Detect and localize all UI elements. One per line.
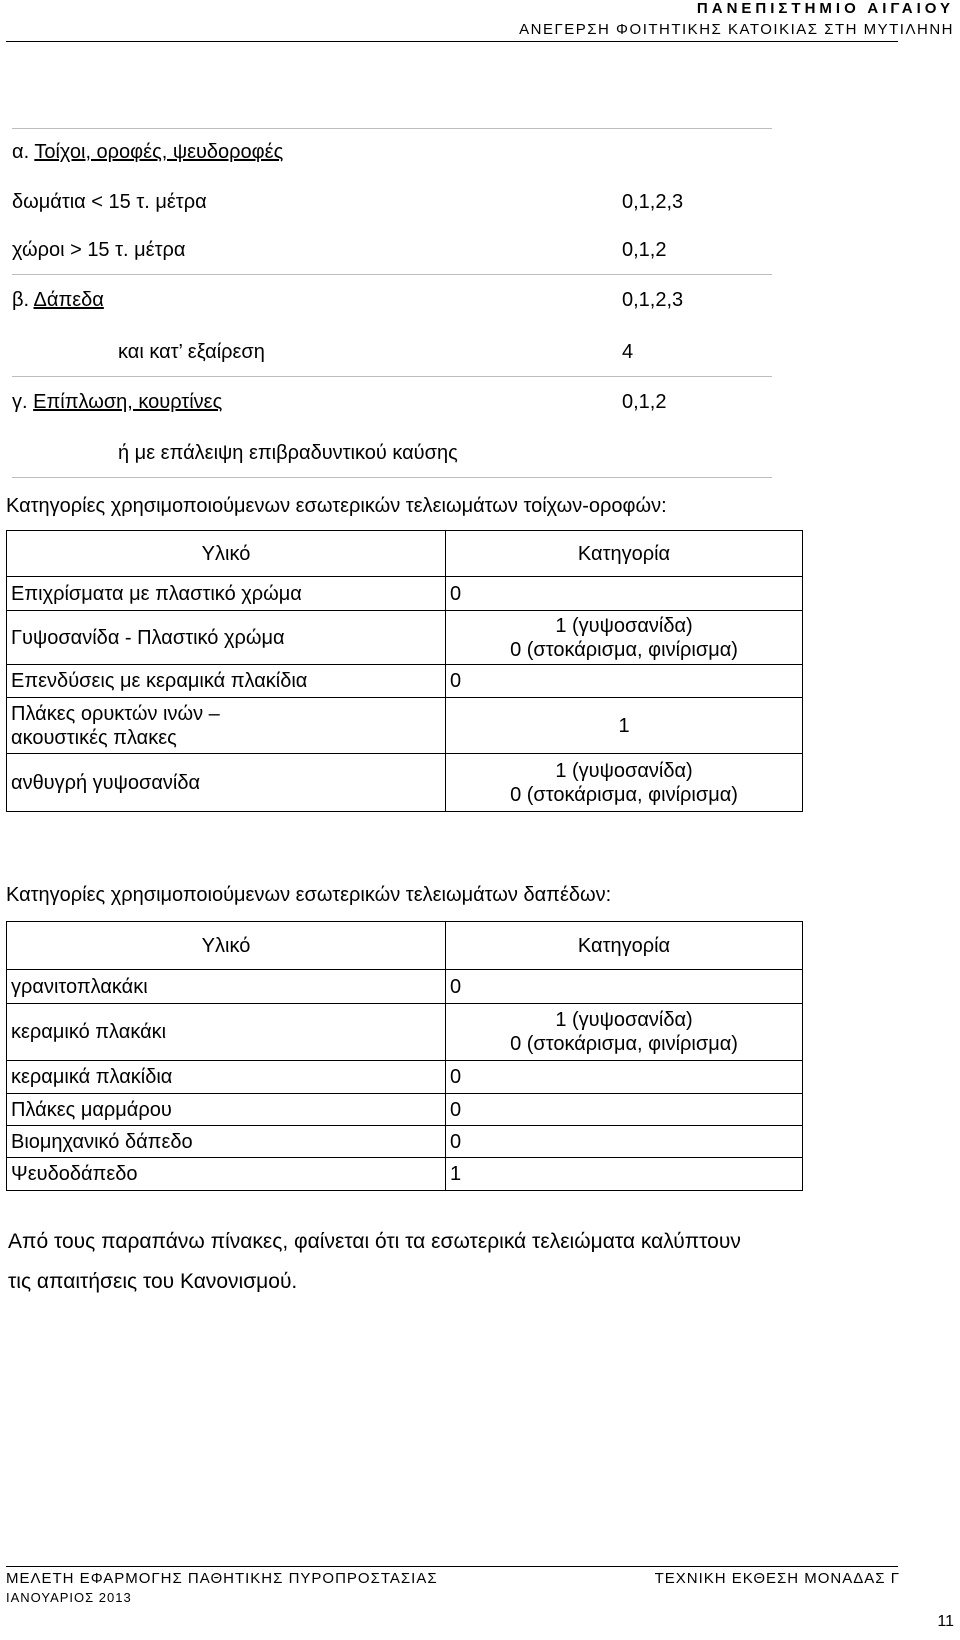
category-cell: 0: [446, 1126, 803, 1158]
material-cell: [7, 698, 446, 754]
table-row: [7, 611, 803, 665]
category-cell: 0: [446, 1061, 803, 1094]
column-header-category: Κατηγορία: [446, 922, 803, 970]
header-university: ΠΑΝΕΠΙΣΤΗΜΙΟ ΑΙΓΑΙΟΥ: [696, 0, 954, 17]
table-row: [7, 970, 803, 1004]
rooms-lt-value: 0,1,2,3: [622, 191, 684, 213]
table-row: [7, 665, 803, 698]
item-a-prefix: α.: [12, 141, 35, 163]
spaces-gt-value: 0,1,2: [622, 239, 667, 261]
table-row: [7, 1094, 803, 1126]
table-header-row: [7, 922, 803, 970]
material-cell: ανθυγρή γυψοσανίδα: [7, 754, 446, 812]
item-a: [12, 140, 283, 164]
exception-value: 4: [622, 341, 634, 363]
item-b-value: 0,1,2,3: [622, 289, 684, 311]
walls-category-table: [6, 530, 803, 812]
header-divider: [6, 41, 898, 42]
column-header-material: Υλικό: [7, 531, 446, 577]
table-header-row: [7, 531, 803, 577]
item-b: [12, 288, 104, 312]
floors-category-table: [6, 921, 803, 1191]
material-cell: Επενδύσεις με κεραμικά πλακίδια: [7, 665, 446, 698]
item-b-prefix: β.: [12, 289, 34, 311]
material-cell: Βιομηχανικό δάπεδο: [7, 1126, 446, 1158]
footer-report: ΤΕΧΝΙΚΗ ΕΚΘΕΣΗ ΜΟΝΑΔΑΣ Γ: [654, 1570, 900, 1587]
material-cell: Γυψοσανίδα - Πλαστικό χρώμα: [7, 611, 446, 665]
category-cell: 1: [446, 698, 803, 754]
table-row: [7, 1126, 803, 1158]
floors-table-heading: Κατηγορίες χρησιμοποιούμενων εσωτερικών τελειωμάτων δαπέδων:: [6, 884, 612, 906]
rooms-lt-label: δωμάτια < 15 τ. μέτρα: [12, 191, 207, 213]
page-number: 11: [937, 1613, 954, 1630]
divider: [12, 274, 772, 275]
footer-study: ΜΕΛΕΤΗ ΕΦΑΡΜΟΓΗΣ ΠΑΘΗΤΙΚΗΣ ΠΥΡΟΠΡΟΣΤΑΣΙΑΣ: [6, 1570, 438, 1587]
table-row: [7, 1158, 803, 1191]
category-line: 0 (στοκάρισμα, φινίρισμα): [510, 638, 738, 661]
material-cell: Ψευδοδάπεδο: [7, 1158, 446, 1191]
category-line: 1 (γυψοσανίδα): [555, 759, 693, 782]
category-cell: [446, 754, 803, 812]
category-cell: [446, 1004, 803, 1061]
table-row: [7, 1061, 803, 1094]
divider: [12, 376, 772, 377]
material-cell: Επιχρίσματα με πλαστικό χρώμα: [7, 577, 446, 611]
conclusion-line-2: τις απαιτήσεις του Κανονισμού.: [8, 1270, 298, 1293]
footer-divider: [6, 1566, 898, 1567]
category-cell: 0: [446, 970, 803, 1004]
material-cell: κεραμικά πλακίδια: [7, 1061, 446, 1094]
item-a-label: Τοίχοι, οροφές, ψευδοροφές: [34, 141, 284, 163]
conclusion-line-1: Από τους παραπάνω πίνακες, φαίνεται ότι τα εσωτερικά τελειώματα καλύπτουν: [8, 1230, 741, 1253]
material-cell: γρανιτοπλακάκι: [7, 970, 446, 1004]
category-line: 0 (στοκάρισμα, φινίρισμα): [510, 783, 738, 806]
spaces-gt-label: χώροι > 15 τ. μέτρα: [12, 239, 186, 261]
exception-label: και κατ’ εξαίρεση: [118, 341, 265, 363]
category-cell: 0: [446, 665, 803, 698]
item-c: [12, 390, 222, 414]
category-line: 0 (στοκάρισμα, φινίρισμα): [510, 1033, 738, 1055]
category-cell: 0: [446, 1094, 803, 1126]
divider: [12, 128, 772, 129]
table-row: [7, 698, 803, 754]
material-text: Πλάκες ορυκτών ινών – ακουστικές πλακες: [11, 702, 220, 749]
divider: [12, 477, 772, 478]
material-cell: κεραμικό πλακάκι: [7, 1004, 446, 1061]
item-c-value: 0,1,2: [622, 391, 667, 413]
category-line: 1 (γυψοσανίδα): [555, 1009, 693, 1031]
item-c-note: ή με επάλειψη επιβραδυντικού καύσης: [118, 442, 458, 464]
table-row: [7, 1004, 803, 1061]
category-cell: 0: [446, 577, 803, 611]
material-cell: Πλάκες μαρμάρου: [7, 1094, 446, 1126]
item-b-label: Δάπεδα: [33, 289, 104, 311]
column-header-material: Υλικό: [7, 922, 446, 970]
table-row: [7, 754, 803, 812]
table-row: [7, 577, 803, 611]
item-c-label: Επίπλωση, κουρτίνες: [33, 391, 223, 413]
walls-table-heading: Κατηγορίες χρησιμοποιούμενων εσωτερικών τελειωμάτων τοίχων-οροφών:: [6, 495, 667, 517]
header-project: ΑΝΕΓΕΡΣΗ ΦΟΙΤΗΤΙΚΗΣ ΚΑΤΟΙΚΙΑΣ ΣΤΗ ΜΥΤΙΛΗΝΗ: [519, 21, 954, 38]
item-c-prefix: γ.: [12, 391, 34, 413]
column-header-category: Κατηγορία: [446, 531, 803, 577]
category-line: 1 (γυψοσανίδα): [555, 614, 693, 637]
footer-date: ΙΑΝΟΥΑΡΙΟΣ 2013: [6, 1590, 132, 1605]
category-cell: [446, 611, 803, 665]
category-cell: 1: [446, 1158, 803, 1191]
